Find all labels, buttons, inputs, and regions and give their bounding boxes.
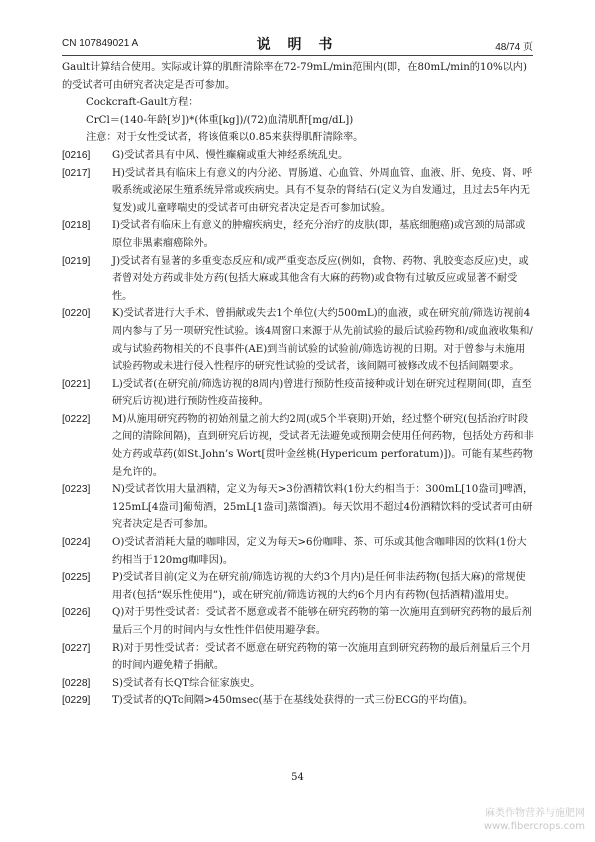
paragraph-text: H)受试者具有临床上有意义的内分泌、胃肠道、心血管、外周血管、血液、肝、免疫、肾、呼吸系统或泌尿生殖系统异常或疾病史。具有不复杂的肾结石(定义为自发通过，且过去5年内无复发)或儿童哮喘史的受试者可由研究者决定是否可参加试验。 [112, 167, 533, 214]
paragraph-text: T)受试者的QTc间隔>450msec(基于在基线处获得的一式三份ECG的平均值)。 [112, 695, 474, 707]
paragraph [62, 165, 534, 218]
paragraph-number: [0229] [62, 695, 91, 707]
watermark-text: 麻类作物营养与施肥网 [485, 808, 585, 819]
paragraph [62, 569, 534, 604]
paragraph [62, 305, 534, 375]
paragraph-number: [0220] [62, 308, 91, 320]
paragraph [62, 253, 534, 306]
paragraph-number: [0223] [62, 484, 91, 496]
watermark-url: www.fibercrops.com [483, 821, 585, 832]
paragraph-text: R)对于男性受试者：受试者不愿意在研究药物的第一次施用直到研究药物的最后剂量后三个月的时间内避免精子捐献。 [112, 642, 532, 672]
formula-note: 注意：对于女性受试者，将该值乘以0.85来获得肌酐清除率。 [86, 132, 364, 144]
paragraph-text: M)从施用研究药物的初始剂量之前大约2周(或5个半衰期)开始，经过整个研究(包括治疗时段之间的清除间隔)，直到研究后访视，受试者无法避免或预期会使用任何药物，包括处方药和非处方药或草药(如St.John’s Wort[贯叶金丝桃(Hypericum perforatum)])。可能有某些药物是允许的。 [112, 413, 534, 478]
paragraph-text: O)受试者消耗大量的咖啡因，定义为每天>6份咖啡、茶、可乐或其他含咖啡因的饮料(1份大约相当于120mg咖啡因)。 [112, 537, 527, 566]
paragraph-text: S)受试者有长QT综合征家族史。 [112, 677, 261, 689]
intro-text: Gault计算结合使用。实际或计算的肌酐清除率在72-79mL/min范围内(即，在80mL/min的10%以内)的受试者可由研究者决定是否可参加。 [62, 62, 527, 91]
header-divider [62, 55, 533, 56]
paragraph [62, 411, 534, 481]
paragraph-text: P)受试者目前(定义为在研究前/筛选访视的大约3个月内)是任何非法药物(包括大麻)的常规使用者(包括“娱乐性使用”)，或在研究前/筛选访视的大约6个月内有药物(包括酒精)滥用史。 [112, 572, 526, 601]
paragraph-number: [0219] [62, 255, 91, 267]
paragraph-text: N)受试者饮用大量酒精，定义为每天>3份酒精饮料(1份大约相当于：300mL[10盎司]啤酒，125mL[4盎司]葡萄酒，25mL[1盎司]蒸馏酒)。每天饮用不超过4份酒精饮料的受试者可由研究者决定是否可参加。 [112, 484, 534, 531]
paragraph [62, 692, 534, 710]
paragraph-number: [0218] [62, 220, 91, 232]
paragraph-text: K)受试者进行大手术、曾捐献或失去1个单位(大约500mL)的血液，或在研究前/筛选访视前4周内参与了另一项研究性试验。该4周窗口来源于从先前试验的最后试验药物和/或血液收集和/或与试验药物相关的不良事件(AE)到当前试验的试验前/筛选访视的日期。对于曾参与未施用试验药物或未进行侵入性程序的研究性试验的受试者，该间隔可被修改成不包括间隔要求。 [112, 308, 533, 373]
paragraph-text: I)受试者有临床上有意义的肿瘤疾病史，经充分治疗的皮肤(即，基底细胞癌)或宫颈的局部或原位非黑素瘤癌除外。 [112, 220, 526, 249]
paragraph [62, 604, 534, 639]
paragraph-list [62, 147, 534, 710]
document-body [62, 59, 534, 710]
paragraph-text: G)受试者具有中风、慢性癫痫或重大神经系统乱史。 [112, 149, 349, 161]
paragraph [62, 675, 534, 693]
paragraph-number: [0216] [62, 149, 91, 161]
paragraph [62, 640, 534, 675]
page-count: 48/74 页 [495, 42, 533, 53]
formula-title: Cockcraft-Gault方程： [86, 97, 199, 109]
page-number: 54 [291, 772, 304, 783]
paragraph-number: [0217] [62, 167, 91, 179]
paragraph [62, 147, 534, 165]
paragraph-number: [0227] [62, 642, 91, 654]
paragraph [62, 217, 534, 252]
formula: CrCl＝(140-年龄[岁])*(体重[kg])/(72)血清肌酐[mg/dL]) [86, 114, 354, 126]
paragraph-text: Q)对于男性受试者：受试者不愿意或者不能够在研究药物的第一次施用直到研究药物的最后剂量后三个月的时间内与女性性伴侣使用避孕套。 [112, 607, 532, 636]
paragraph-number: [0221] [62, 378, 91, 390]
document-title: 说 明 书 [256, 37, 339, 53]
paragraph [62, 376, 534, 411]
paragraph-number: [0225] [62, 572, 91, 584]
document-id: CN 107849021 A [62, 38, 139, 49]
page-header [62, 34, 533, 52]
paragraph-text: L)受试者(在研究前/筛选访视的8周内)曾进行预防性疫苗接种或计划在研究过程期间(即，直至研究后访视)进行预防性疫苗接种。 [112, 378, 532, 408]
paragraph-number: [0224] [62, 537, 91, 549]
paragraph-text: J)受试者有显著的多重变态反应和/或严重变态反应(例如，食物、药物、乳胶变态反应)史，或者曾对处方药或非处方药(包括大麻或其他含有大麻的药物)或食物有过敏反应或显著不耐受性。 [112, 255, 529, 302]
paragraph [62, 534, 534, 569]
site-watermark [425, 807, 585, 833]
paragraph [62, 481, 534, 534]
paragraph-number: [0222] [62, 413, 91, 425]
paragraph-number: [0228] [62, 677, 91, 689]
paragraph-number: [0226] [62, 607, 91, 619]
